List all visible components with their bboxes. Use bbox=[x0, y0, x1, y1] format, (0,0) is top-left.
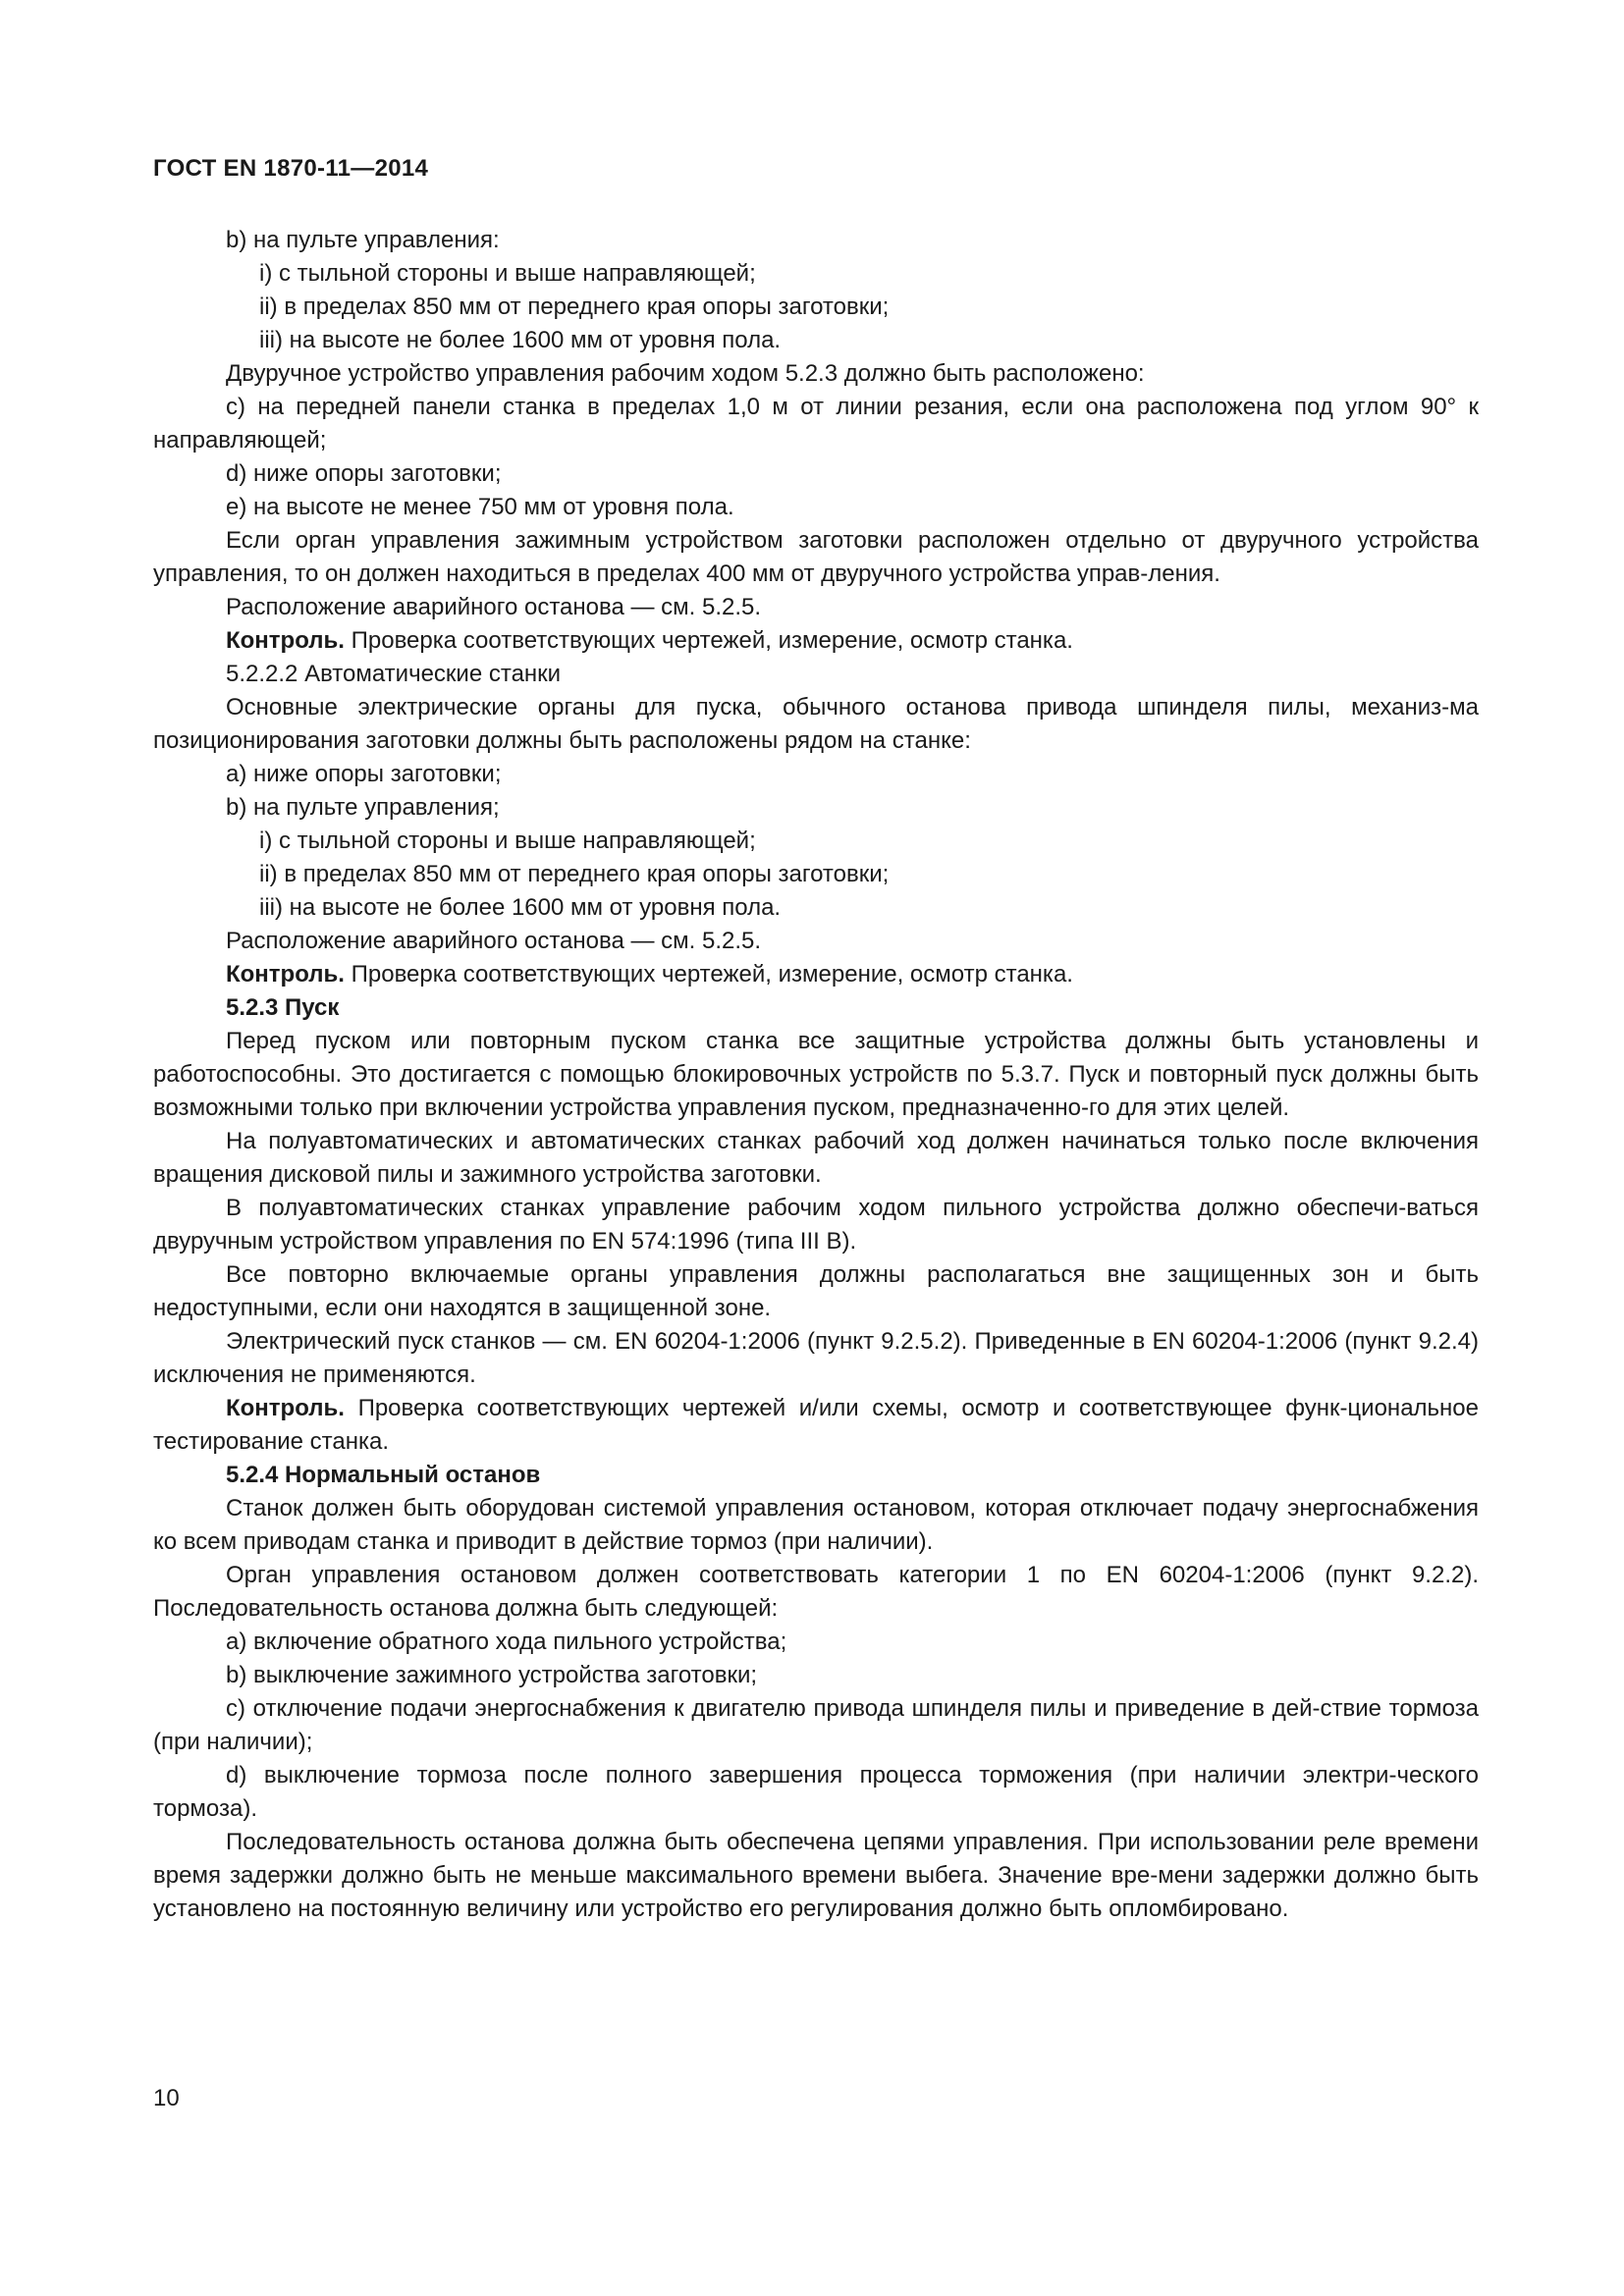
list-item: е) на высоте не менее 750 мм от уровня пола. bbox=[226, 494, 734, 520]
section-heading: 5.2.4 Нормальный останов bbox=[226, 1462, 541, 1488]
list-item: с) на передней панели станка в пределах 1,0 м от линии резания, если она расположена под углом 90° к направляющей; bbox=[153, 394, 1479, 454]
paragraph: Станок должен быть оборудован системой управления остановом, которая отключает подачу энергоснабжения ко всем приводам станка и приводит в действие тормоз (при наличии). bbox=[153, 1495, 1479, 1555]
document-header-title: ГОСТ EN 1870-11—2014 bbox=[153, 155, 429, 182]
list-item: i) с тыльной стороны и выше направляющей; bbox=[259, 260, 756, 287]
control-text: Проверка соответствующих чертежей, измерение, осмотр станка. bbox=[344, 961, 1073, 988]
control-paragraph bbox=[153, 958, 1479, 991]
control-text: Проверка соответствующих чертежей и/или схемы, осмотр и соответствующее функ-циональное тестирование станка. bbox=[153, 1395, 1479, 1455]
list-item: a) включение обратного хода пильного устройства; bbox=[226, 1629, 787, 1655]
paragraph: В полуавтоматических станках управление рабочим ходом пильного устройства должно обеспечи-ваться двуручным устройством управления по EN 574:1996 (типа III B). bbox=[153, 1195, 1479, 1255]
list-item: iii) на высоте не более 1600 мм от уровня пола. bbox=[259, 894, 782, 921]
control-label: Контроль. bbox=[226, 1395, 345, 1421]
document-body bbox=[153, 224, 1479, 1926]
paragraph: Расположение аварийного останова — см. 5.2.5. bbox=[226, 928, 762, 954]
control-paragraph bbox=[153, 1392, 1479, 1459]
subsection-title: 5.2.2.2 Автоматические станки bbox=[226, 661, 562, 687]
list-item: b) выключение зажимного устройства заготовки; bbox=[226, 1662, 758, 1688]
section-heading: 5.2.3 Пуск bbox=[226, 994, 340, 1021]
list-item: ii) в пределах 850 мм от переднего края опоры заготовки; bbox=[259, 861, 890, 887]
paragraph: Если орган управления зажимным устройством заготовки расположен отдельно от двуручного устройства управления, то он должен находиться в пределах 400 мм от двуручного устройства управ-ления. bbox=[153, 527, 1479, 587]
page-number: 10 bbox=[153, 2085, 180, 2111]
paragraph: На полуавтоматических и автоматических станках рабочий ход должен начинаться только после включения вращения дисковой пилы и зажимного устройства заготовки. bbox=[153, 1128, 1479, 1188]
paragraph: Электрический пуск станков — см. EN 60204-1:2006 (пункт 9.2.5.2). Приведенные в EN 60204-1:2006 (пункт 9.2.4) исключения не применяются. bbox=[153, 1328, 1479, 1388]
list-item: c) отключение подачи энергоснабжения к двигателю привода шпинделя пилы и приведение в дей-ствие тормоза (при наличии); bbox=[153, 1695, 1479, 1755]
control-paragraph bbox=[153, 624, 1479, 658]
control-label: Контроль. bbox=[226, 961, 345, 988]
list-item: d) ниже опоры заготовки; bbox=[226, 460, 502, 487]
paragraph: Расположение аварийного останова — см. 5.2.5. bbox=[226, 594, 762, 620]
list-item: ii) в пределах 850 мм от переднего края опоры заготовки; bbox=[259, 294, 890, 320]
list-item: i) с тыльной стороны и выше направляющей; bbox=[259, 828, 756, 854]
list-item: d) выключение тормоза после полного завершения процесса торможения (при наличии электри-ческого тормоза). bbox=[153, 1762, 1479, 1822]
control-text: Проверка соответствующих чертежей, измерение, осмотр станка. bbox=[344, 627, 1073, 654]
control-label: Контроль. bbox=[226, 627, 345, 654]
paragraph: Все повторно включаемые органы управления должны располагаться вне защищенных зон и быть недоступными, если они находятся в защищенной зоне. bbox=[153, 1261, 1479, 1321]
list-item: iii) на высоте не более 1600 мм от уровня пола. bbox=[259, 327, 782, 353]
paragraph: Перед пуском или повторным пуском станка все защитные устройства должны быть установлены и работоспособны. Это достигается с помощью блокировочных устройств по 5.3.7. Пуск и повторный пуск должны быть возможными только при включении устройства управления пуском, предназначенно-го для этих целей. bbox=[153, 1028, 1479, 1121]
paragraph: Последовательность останова должна быть обеспечена цепями управления. При использовании реле времени время задержки должно быть не меньше максимального времени выбега. Значение вре-мени задержки должно быть установлено на постоянную величину или устройство его регулирования должно быть опломбировано. bbox=[153, 1829, 1479, 1922]
list-item: b) на пульте управления: bbox=[226, 227, 500, 253]
list-item: a) ниже опоры заготовки; bbox=[226, 761, 502, 787]
paragraph: Основные электрические органы для пуска, обычного останова привода шпинделя пилы, механиз-ма позиционирования заготовки должны быть расположены рядом на станке: bbox=[153, 694, 1479, 754]
list-item: b) на пульте управления; bbox=[226, 794, 500, 821]
paragraph: Двуручное устройство управления рабочим ходом 5.2.3 должно быть расположено: bbox=[226, 360, 1145, 387]
paragraph: Орган управления остановом должен соответствовать категории 1 по EN 60204-1:2006 (пункт 9.2.2). Последовательность останова должна быть следующей: bbox=[153, 1562, 1479, 1622]
